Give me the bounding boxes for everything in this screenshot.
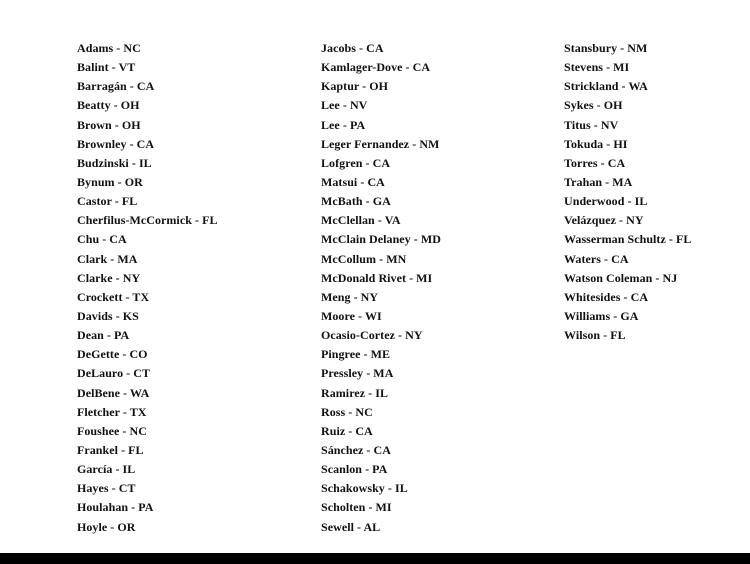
member-entry: Tokuda - HI	[564, 136, 628, 151]
member-entry: Cherfilus-McCormick - FL	[77, 213, 218, 228]
member-entry: Budzinski - IL	[77, 155, 152, 170]
member-entry: Chu - CA	[77, 232, 127, 247]
member-entry: Lee - NV	[321, 98, 368, 113]
name-column-2	[321, 39, 551, 537]
member-entry: Barragán - CA	[77, 79, 155, 94]
member-entry: Wilson - FL	[564, 328, 626, 343]
member-entry: Meng - NY	[321, 289, 379, 304]
member-entry: Fletcher - TX	[77, 404, 147, 419]
member-entry: DelBene - WA	[77, 385, 150, 400]
member-entry: Clarke - NY	[77, 270, 141, 285]
member-entry: Stevens - MI	[564, 60, 630, 75]
member-entry: McBath - GA	[321, 194, 391, 209]
name-column-3	[564, 39, 744, 345]
member-entry: Trahan - MA	[564, 174, 633, 189]
member-entry: Watson Coleman - NJ	[564, 270, 678, 285]
bottom-bar	[0, 553, 750, 564]
member-entry: Waters - CA	[564, 251, 629, 266]
member-entry: Davids - KS	[77, 308, 139, 323]
member-entry: McCollum - MN	[321, 251, 407, 266]
member-entry: Moore - WI	[321, 308, 382, 323]
member-entry: Castor - FL	[77, 194, 138, 209]
member-entry: Ross - NC	[321, 404, 373, 419]
member-entry: Matsui - CA	[321, 174, 385, 189]
member-entry: Titus - NV	[564, 117, 619, 132]
member-entry: Jacobs - CA	[321, 41, 384, 55]
member-entry: Scholten - MI	[321, 500, 392, 515]
member-entry: Sykes - OH	[564, 98, 623, 113]
member-entry: Wasserman Schultz - FL	[564, 232, 692, 247]
member-entry: Underwood - IL	[564, 194, 648, 209]
member-entry: Hayes - CT	[77, 481, 136, 496]
member-entry: Beatty - OH	[77, 98, 140, 113]
member-entry: Sewell - AL	[321, 519, 381, 534]
member-entry: Velázquez - NY	[564, 213, 644, 228]
member-entry: Scanlon - PA	[321, 462, 388, 477]
member-entry: Bynum - OR	[77, 174, 143, 189]
member-entry: Pressley - MA	[321, 366, 394, 381]
member-entry: Whitesides - CA	[564, 289, 649, 304]
member-entry: Adams - NC	[77, 41, 141, 55]
member-entry: Brown - OH	[77, 117, 141, 132]
name-column-1	[77, 39, 307, 537]
member-entry: Sánchez - CA	[321, 442, 391, 457]
member-entry: Ruiz - CA	[321, 423, 373, 438]
member-entry: García - IL	[77, 462, 136, 477]
member-entry: DeLauro - CT	[77, 366, 151, 381]
member-entry: Balint - VT	[77, 60, 136, 75]
member-entry: DeGette - CO	[77, 347, 148, 362]
member-entry: McClain Delaney - MD	[321, 232, 441, 247]
member-entry: Torres - CA	[564, 155, 626, 170]
member-entry: Stansbury - NM	[564, 41, 648, 55]
member-entry: Kaptur - OH	[321, 79, 389, 94]
member-entry: Crockett - TX	[77, 289, 150, 304]
member-entry: McClellan - VA	[321, 213, 401, 228]
member-entry: Ramirez - IL	[321, 385, 389, 400]
member-entry: Lee - PA	[321, 117, 366, 132]
member-entry: Schakowsky - IL	[321, 481, 408, 496]
member-entry: Dean - PA	[77, 328, 130, 343]
member-entry: Frankel - FL	[77, 442, 144, 457]
member-entry: Lofgren - CA	[321, 155, 391, 170]
member-entry: McDonald Rivet - MI	[321, 270, 433, 285]
member-entry: Hoyle - OR	[77, 519, 136, 534]
member-entry: Brownley - CA	[77, 136, 155, 151]
member-entry: Kamlager-Dove - CA	[321, 60, 431, 75]
member-entry: Foushee - NC	[77, 423, 147, 438]
member-entry: Houlahan - PA	[77, 500, 154, 515]
member-entry: Strickland - WA	[564, 79, 648, 94]
member-entry: Pingree - ME	[321, 347, 391, 362]
member-entry: Clark - MA	[77, 251, 138, 266]
member-entry: Leger Fernandez - NM	[321, 136, 440, 151]
member-entry: Ocasio-Cortez - NY	[321, 328, 423, 343]
member-entry: Williams - GA	[564, 308, 639, 323]
